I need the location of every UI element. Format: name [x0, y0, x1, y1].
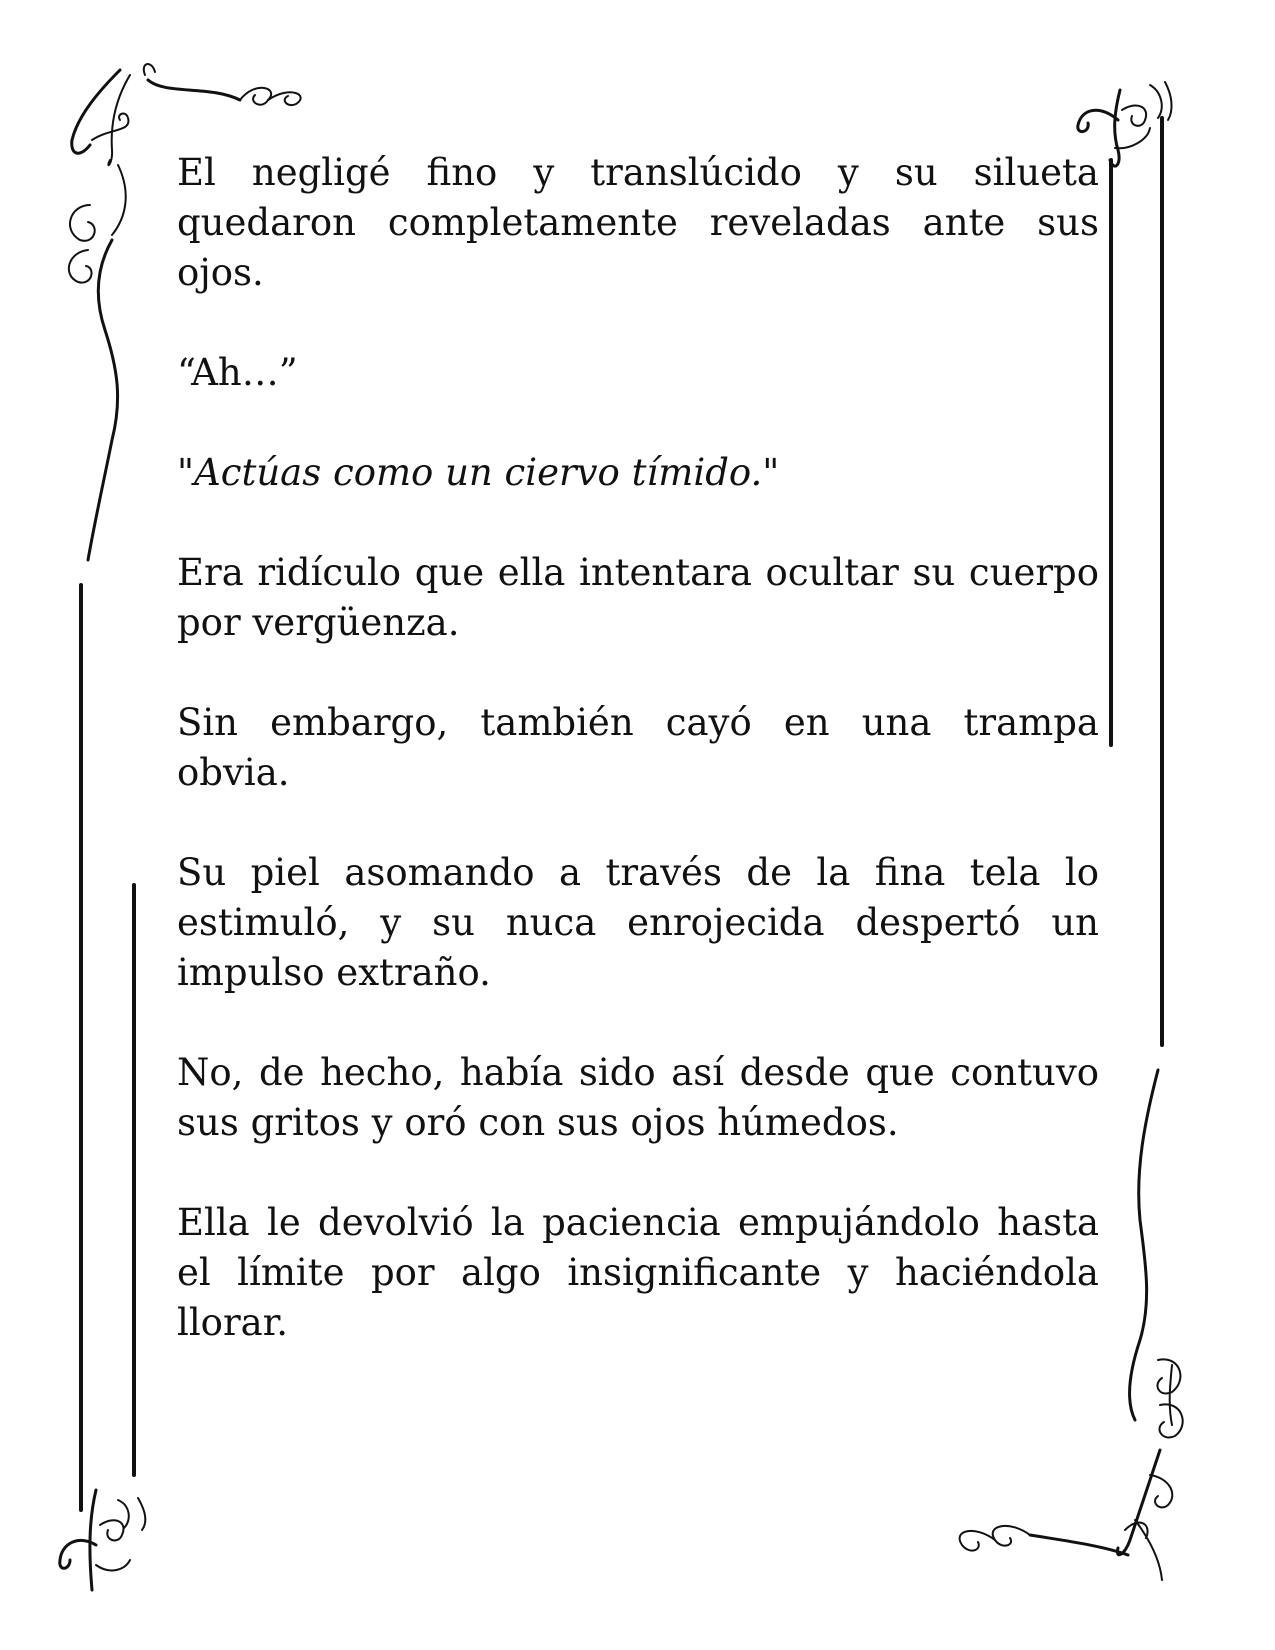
body-text [177, 148, 1099, 1398]
paragraph-3: "Actúas como un ciervo tímido." [177, 451, 780, 494]
paragraph-7: No, de hecho, había sido así desde que contuvo sus gritos y oró con sus ojos húmedos. [177, 1051, 1099, 1144]
flourish-bottom-left [60, 1490, 145, 1590]
paragraph-2: “Ah…” [177, 351, 298, 394]
paragraph-4: Era ridículo que ella intentara ocultar su cuerpo por vergüenza. [177, 551, 1099, 644]
paragraph-5: Sin embargo, también cayó en una trampa obvia. [177, 701, 1099, 794]
paragraph-6: Su piel asomando a través de la fina tela lo estimuló, y su nuca enrojecida despertó un impulso extraño. [177, 851, 1099, 994]
paragraph-8: Ella le devolvió la paciencia empujándolo hasta el límite por algo insignificante y haciéndola llorar. [177, 1201, 1099, 1344]
paragraph-1: El negligé fino y translúcido y su silueta quedaron completamente reveladas ante sus ojos. [177, 151, 1099, 294]
